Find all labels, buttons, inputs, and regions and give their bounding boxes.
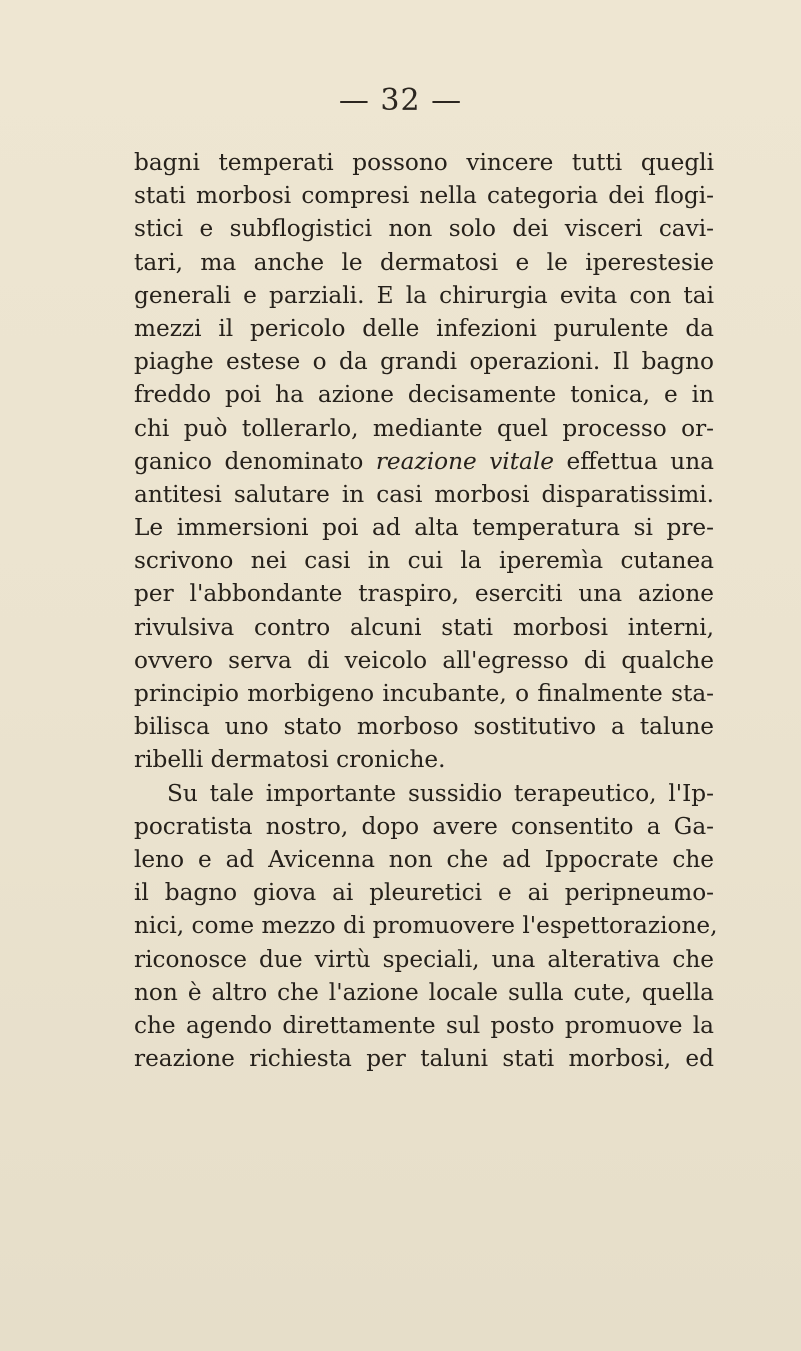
text-line (134, 445, 714, 478)
text-segment: freddo poi ha azione decisamente tonica, e in (134, 381, 714, 409)
text-segment: riconosce due virtù speciali, una alterativa che (134, 945, 714, 973)
text-line (134, 743, 714, 776)
text-segment: Su tale importante sussidio terapeutico, l'Ip- (167, 779, 714, 807)
text-segment: scrivono nei casi in cui la iperemìa cutanea (134, 547, 714, 575)
text-line (134, 909, 718, 942)
text-line (134, 876, 714, 909)
text-segment: bagni temperati possono vincere tutti quegli (134, 149, 714, 176)
text-segment: nici, come mezzo di promuovere l'espettorazione, (134, 912, 718, 940)
text-segment: che agendo direttamente sul posto promuove la (134, 1011, 714, 1039)
text-line (134, 976, 714, 1009)
text-line (134, 1009, 714, 1042)
text-line (134, 777, 714, 810)
text-segment: pocratista nostro, dopo avere consentito a Ga- (134, 812, 714, 840)
text-line (134, 843, 714, 876)
page-number: — 32 — (338, 83, 463, 118)
text-segment: non è altro che l'azione locale sulla cute, quella (134, 978, 714, 1006)
text-line (134, 943, 714, 976)
text-segment: bilisca uno stato morboso sostitutivo a talune (134, 713, 714, 741)
text-line (134, 544, 714, 577)
text-line (134, 412, 714, 445)
text-segment: rivulsiva contro alcuni stati morbosi interni, (134, 613, 714, 641)
text-segment: stici e subflogistici non solo dei visceri cavi- (134, 215, 714, 243)
text-line (134, 677, 714, 710)
text-segment: ribelli dermatosi croniche. (134, 746, 446, 774)
text-line (134, 212, 714, 245)
text-line (134, 810, 714, 843)
text-segment: mezzi il pericolo delle infezioni purulente da (134, 314, 714, 342)
text-segment: principio morbigeno incubante, o finalmente sta- (134, 680, 714, 707)
text-line (134, 511, 714, 544)
text-line (134, 312, 714, 345)
text-segment: il bagno giova ai pleuretici e ai peripneumo- (134, 879, 714, 907)
text-line (134, 1042, 714, 1075)
text-line (134, 577, 714, 610)
text-line (134, 611, 714, 644)
text-segment: Le immersioni poi ad alta temperatura si pre- (134, 514, 714, 542)
text-segment: leno e ad Avicenna non che ad Ippocrate che (134, 845, 714, 873)
text-segment: effettua una (554, 447, 714, 475)
text-line (134, 378, 714, 411)
text-segment: ganico denominato (134, 447, 376, 475)
text-line (134, 279, 714, 312)
text-segment: antitesi salutare in casi morbosi disparatissimi. (134, 480, 714, 508)
text-line (134, 146, 714, 179)
text-segment: stati morbosi compresi nella categoria dei flogi- (134, 182, 714, 210)
text-line (134, 644, 714, 677)
text-segment: piaghe estese o da grandi operazioni. Il bagno (134, 348, 714, 376)
text-line (134, 345, 714, 378)
text-segment: reazione richiesta per taluni stati morbosi, ed (134, 1045, 714, 1073)
text-segment: ovvero serva di veicolo all'egresso di qualche (134, 646, 714, 674)
text-segment: tari, ma anche le dermatosi e le iperestesie (134, 248, 714, 276)
italic-phrase: reazione vitale (375, 447, 555, 475)
text-line (134, 179, 714, 212)
text-segment: generali e parziali. E la chirurgia evita con tai (134, 281, 714, 309)
text-line (134, 710, 714, 743)
text-segment: chi può tollerarlo, mediante quel processo or- (134, 414, 714, 442)
text-line (134, 478, 714, 511)
body-text (134, 146, 718, 1075)
text-line (134, 246, 714, 279)
text-segment: per l'abbondante traspiro, eserciti una azione (134, 580, 714, 608)
